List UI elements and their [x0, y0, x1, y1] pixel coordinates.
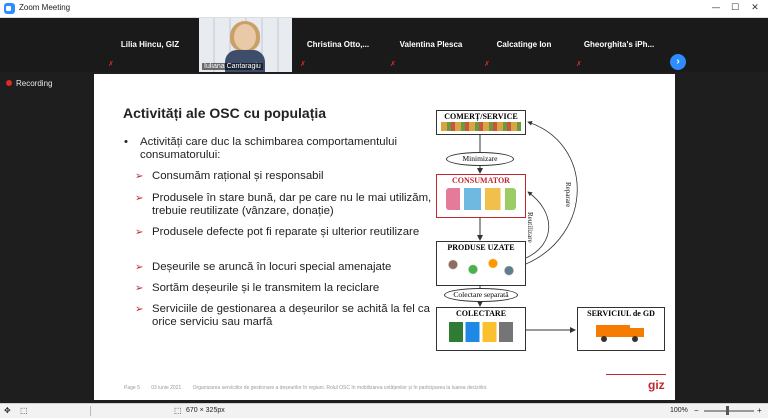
used-products-box — [436, 241, 526, 286]
zoom-level: 100% — [670, 407, 688, 414]
shop-shelves-icon — [441, 122, 521, 131]
arrow-bullet-icon: ➢ — [135, 262, 144, 273]
shared-slide — [94, 74, 675, 400]
next-page-button[interactable]: › — [670, 54, 686, 70]
bullet-dot-icon: • — [124, 136, 128, 148]
muted-mic-icon: ✗ — [108, 61, 114, 68]
reuse-arc-label: Reutilizare — [526, 212, 534, 243]
maximize-button[interactable]: ☐ — [730, 3, 740, 13]
footer-date: 03 iunie 2021 — [151, 385, 182, 391]
giz-logo: giz — [648, 378, 665, 392]
footer-text: Organizarea serviciilor de gestionare a deșeurilor în regiuni. Rolul OSC în mobilizarea cetățenilor și în participarea la luarea deciziilor. — [192, 385, 488, 391]
participant-tile[interactable] — [104, 18, 196, 72]
muted-mic-icon: ✗ — [576, 61, 582, 68]
record-dot-icon — [6, 80, 12, 86]
zoom-out-icon[interactable]: − — [694, 406, 699, 415]
participant-name: Lilia Hincu, GIZ — [120, 40, 180, 49]
zoom-slider[interactable] — [704, 410, 754, 412]
muted-mic-icon: ✗ — [390, 61, 396, 68]
sub-bullet-text: Deșeurile se aruncă în locuri special amenajate — [152, 261, 392, 273]
waste-items-icon — [441, 255, 521, 279]
speaker-face — [234, 24, 256, 50]
consumer-box — [436, 174, 526, 218]
repair-arc-label: Reparare — [564, 182, 572, 208]
participant-tile[interactable] — [480, 18, 568, 72]
footer-page: Page 5 — [124, 385, 140, 391]
box-label: COMERȚ/SERVICE — [444, 112, 518, 121]
diagram-connectors — [94, 74, 675, 400]
participant-name: Calcatinge Ion — [496, 40, 552, 49]
recording-label: Recording — [16, 79, 53, 88]
sub-bullet-text: Produsele defecte pot fi reparate și ulterior reutilizare — [152, 226, 420, 238]
participant-strip — [0, 18, 768, 72]
move-tool-icon[interactable]: ✥ — [4, 406, 11, 415]
box-label: PRODUSE UZATE — [447, 243, 515, 252]
participant-tile[interactable] — [572, 18, 666, 72]
box-label: COLECTARE — [455, 309, 507, 318]
slide-footer — [124, 385, 498, 391]
box-label: SERVICIUL de GD — [587, 309, 655, 318]
sub-bullet-text: Consumăm rațional și responsabil — [152, 170, 324, 182]
sub-bullet-text: Sortăm deșeurile și le transmitem la reciclare — [152, 282, 380, 294]
close-button[interactable]: ✕ — [751, 3, 759, 13]
slide-title: Activități ale OSC cu populația — [123, 105, 327, 121]
dimensions-icon: ⬚ — [174, 406, 182, 415]
divider — [90, 406, 91, 416]
participant-name: Christina Otto,... — [306, 40, 370, 49]
minimize-oval: Minimizare — [446, 152, 514, 166]
zoom-slider-thumb[interactable] — [726, 406, 729, 415]
participant-name: Gheorghita's iPh... — [583, 40, 655, 49]
zoom-in-icon[interactable]: + — [757, 406, 762, 415]
separate-collection-oval: Colectare separată — [444, 288, 518, 302]
minimize-button[interactable]: — — [711, 3, 721, 13]
arrow-bullet-icon: ➢ — [135, 304, 144, 315]
muted-mic-icon: ✗ — [300, 61, 306, 68]
zoom-logo-icon — [4, 3, 15, 14]
main-bullet-text: Activități care duc la schimbarea comportamentului consumatorului: — [140, 136, 398, 161]
status-bar — [0, 403, 768, 418]
waste-service-box — [577, 307, 665, 351]
participant-tile[interactable] — [296, 18, 380, 72]
arrow-bullet-icon: ➢ — [135, 193, 144, 204]
select-tool-icon[interactable]: ⬚ — [20, 406, 28, 415]
window-title: Zoom Meeting — [19, 3, 71, 12]
box-label: CONSUMATOR — [452, 176, 510, 185]
muted-mic-icon: ✗ — [484, 61, 490, 68]
commerce-service-box — [436, 110, 526, 135]
arrow-bullet-icon: ➢ — [135, 171, 144, 182]
shoppers-icon — [446, 188, 516, 210]
collection-box — [436, 307, 526, 351]
arrow-bullet-icon: ➢ — [135, 283, 144, 294]
footer-line — [606, 374, 666, 375]
image-dimensions: 670 × 325px — [186, 407, 225, 414]
arrow-bullet-icon: ➢ — [135, 227, 144, 238]
participant-tile[interactable] — [386, 18, 476, 72]
recycling-bins-icon — [449, 322, 513, 342]
sub-bullet-text: Produsele în stare bună, dar pe care nu le mai utilizăm, trebuie reutilizate (vânzare, donație) — [152, 192, 432, 217]
title-bar — [0, 0, 768, 18]
active-speaker-video[interactable] — [199, 18, 292, 72]
garbage-truck-icon — [596, 323, 646, 341]
recording-indicator[interactable] — [6, 79, 52, 88]
participant-name: Valentina Plesca — [399, 40, 463, 49]
speaker-name: Iuliana Cantaragiu — [204, 63, 261, 70]
sub-bullet-text: Serviciile de gestionarea a deșeurilor se achită la fel ca orice serviciu sau marfă — [152, 303, 430, 328]
